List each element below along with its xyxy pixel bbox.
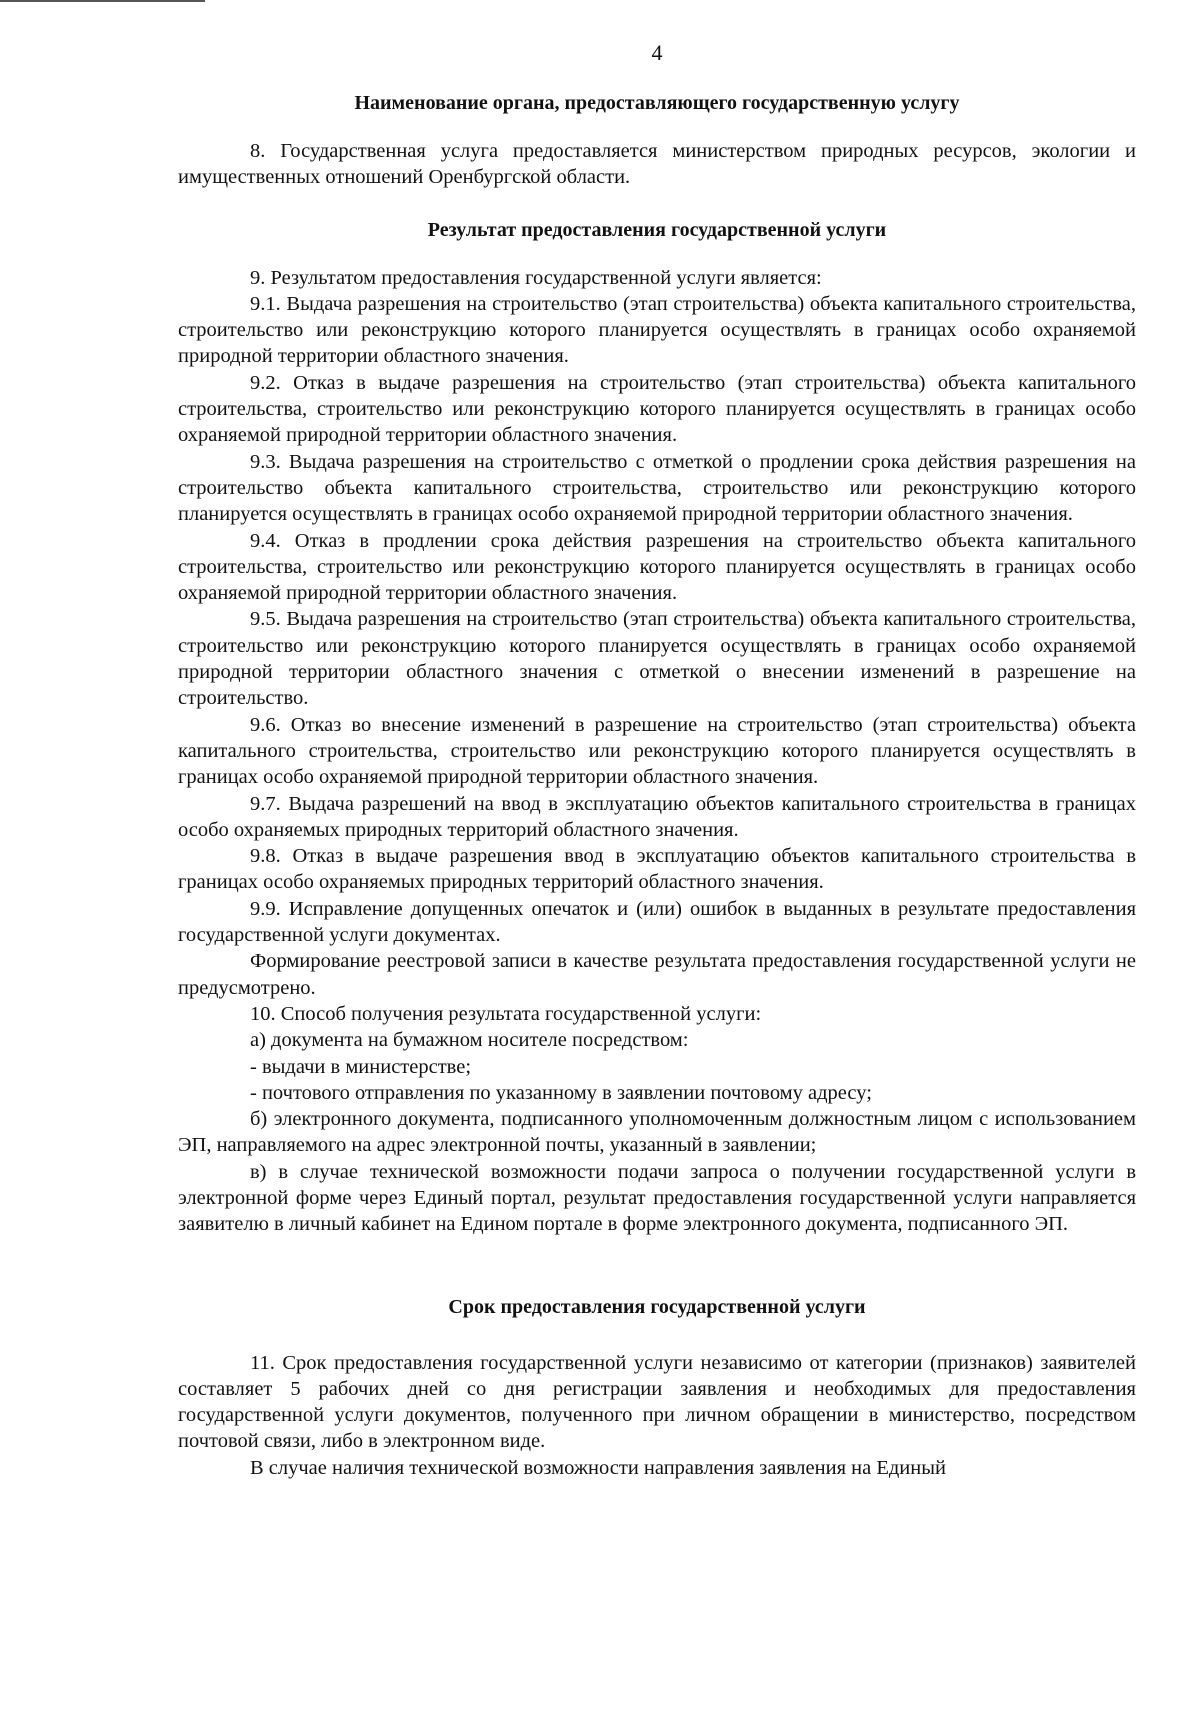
paragraph: 9.8. Отказ в выдаче разрешения ввод в эксплуатацию объектов капитального строительства в границах особо охраняемых природных территорий областного значения. bbox=[178, 845, 1136, 894]
paragraph: 9.3. Выдача разрешения на строительство с отметкой о продлении срока действия разрешения на строительство объекта капитального строительства, строительство или реконструкцию которого планируется осуществлять в границах особо охраняемой природной территории областного значения. bbox=[178, 450, 1136, 526]
paragraph: 11. Срок предоставления государственной услуги независимо от категории (признаков) заявителей составляет 5 рабочих дней со дня регистрации заявления и необходимых для предоставления государственной услуги документов, полученного при личном обращении в министерство, посредством почтовой связи, либо в электронном виде. bbox=[178, 1351, 1136, 1453]
paragraph: б) электронного документа, подписанного уполномоченным должностным лицом с использованием ЭП, направляемого на адрес электронной почты, указанный в заявлении; bbox=[178, 1108, 1136, 1157]
paragraph: 10. Способ получения результата государственной услуги: bbox=[250, 1002, 762, 1025]
paragraph: 9.1. Выдача разрешения на строительство (этап строительства) объекта капитального строительства, строительство или реконструкцию которого планируется осуществлять в границах особо охраняемой природной территории областного значения. bbox=[178, 292, 1136, 368]
paragraph: 9.6. Отказ во внесение изменений в разрешение на строительство (этап строительства) объекта капитального строительства, строительство или реконструкцию которого планируется осуществлять в границах особо охраняемой природной территории областного значения. bbox=[178, 713, 1136, 789]
paragraph: 9.9. Исправление допущенных опечаток и (или) ошибок в выданных в результате предоставления государственной услуги документах. bbox=[178, 897, 1136, 947]
scan-edge-line bbox=[0, 0, 205, 2]
document-page bbox=[178, 28, 1136, 1481]
paragraph: 8. Государственная услуга предоставляется министерством природных ресурсов, экологии и имущественных отношений Оренбургской области. bbox=[178, 140, 1136, 189]
section-heading-term: Срок предоставления государственной услуги bbox=[448, 1295, 866, 1318]
paragraph: 9.2. Отказ в выдаче разрешения на строительство (этап строительства) объекта капитального строительства, строительство или реконструкцию которого планируется осуществлять в границах особо охраняемой природной территории областного значения. bbox=[178, 371, 1136, 447]
paragraph: а) документа на бумажном носителе посредством: bbox=[250, 1029, 689, 1052]
paragraph: 9. Результатом предоставления государственной услуги является: bbox=[250, 266, 822, 289]
paragraph: 9.5. Выдача разрешения на строительство (этап строительства) объекта капитального строительства, строительство или реконструкцию которого планируется осуществлять в границах особо охраняемой природной территории областного значения с отметкой о внесении изменений в разрешение на строительство. bbox=[178, 608, 1136, 710]
paragraph: Формирование реестровой записи в качестве результата предоставления государственной услуги не предусмотрено. bbox=[178, 950, 1136, 999]
paragraph: - почтового отправления по указанному в заявлении почтовому адресу; bbox=[250, 1081, 872, 1104]
paragraph: 9.4. Отказ в продлении срока действия разрешения на строительство объекта капитального строительства, строительство или реконструкцию которого планируется осуществлять в границах особо охраняемой природной территории областного значения. bbox=[178, 529, 1136, 605]
paragraph: В случае наличия технической возможности направления заявления на Единый bbox=[250, 1456, 946, 1479]
paragraph: 9.7. Выдача разрешений на ввод в эксплуатацию объектов капитального строительства в границах особо охраняемых природных территорий областного значения. bbox=[178, 792, 1136, 841]
page-number: 4 bbox=[651, 40, 663, 65]
section-heading-authority: Наименование органа, предоставляющего государственную услугу bbox=[354, 92, 960, 114]
section-heading-result: Результат предоставления государственной услуги bbox=[427, 218, 887, 241]
paragraph: в) в случае технической возможности подачи запроса о получении государственной услуги в электронной форме через Единый портал, результат предоставления государственной услуги направляется заявителю в личный кабинет на Едином портале в форме электронного документа, подписанного ЭП. bbox=[178, 1160, 1136, 1236]
paragraph: - выдачи в министерстве; bbox=[250, 1055, 472, 1078]
